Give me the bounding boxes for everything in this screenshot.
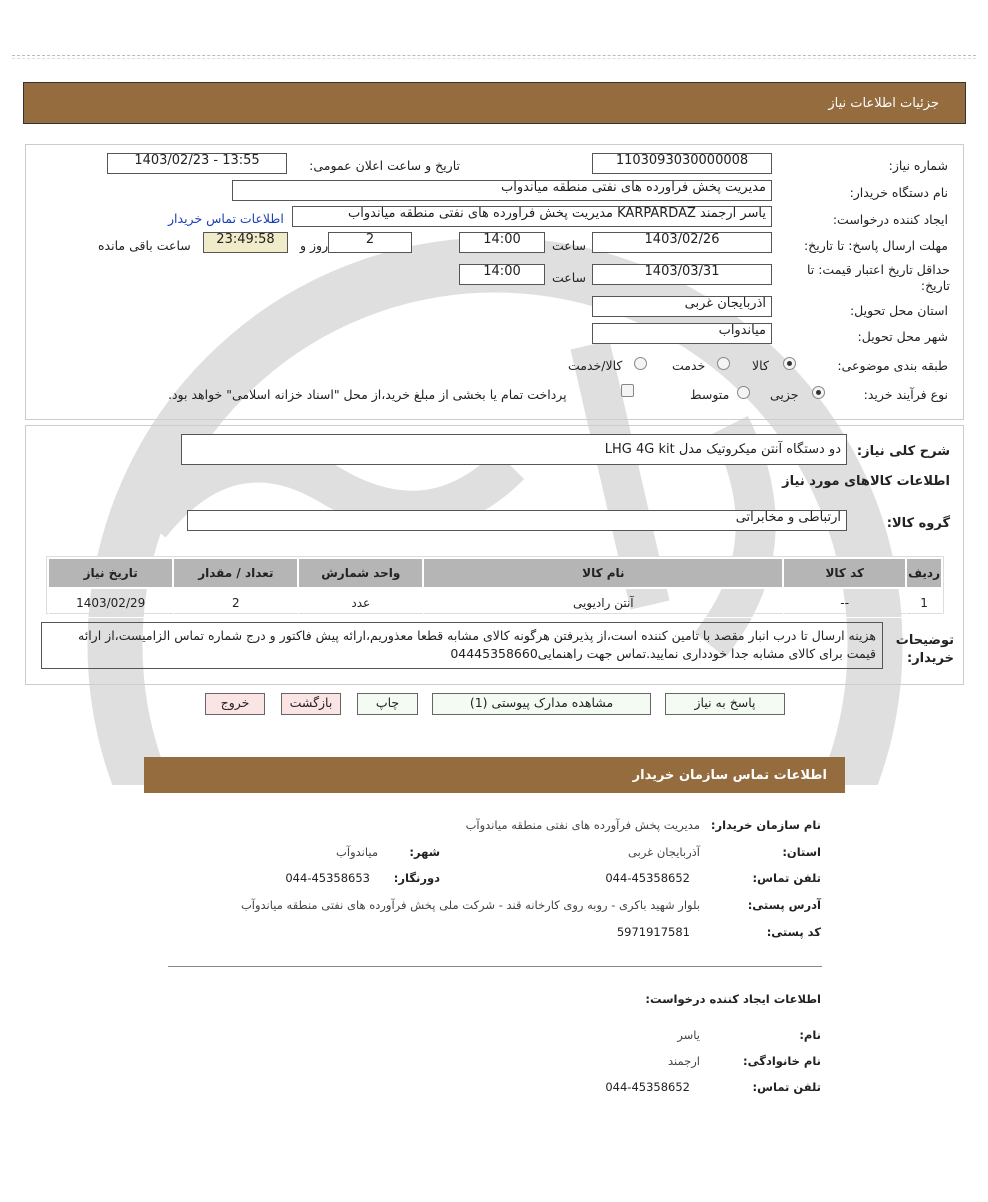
payment-note: پرداخت تمام یا بخشی از مبلغ خرید،از محل "اسناد خزانه اسلامی" خواهد بود. xyxy=(168,387,567,402)
org-label: نام سازمان خریدار: xyxy=(710,818,821,832)
group-label: گروه کالا: xyxy=(886,516,950,531)
contact-title-bar xyxy=(144,757,845,793)
attachments-button[interactable]: مشاهده مدارک پیوستی (1) xyxy=(432,693,651,715)
col-header-quantity: تعداد / مقدار xyxy=(173,558,298,588)
process-label: نوع فرآیند خرید: xyxy=(863,387,948,402)
contact-fax-label: دورنگار: xyxy=(393,871,440,885)
top-divider xyxy=(12,55,976,56)
announce-field: 1403/02/23 - 13:55 xyxy=(107,153,287,174)
deadline-date-field: 1403/02/26 xyxy=(592,232,772,253)
print-button[interactable]: چاپ xyxy=(357,693,418,715)
city-field: میاندواب xyxy=(592,323,772,344)
validity-label: حداقل تاریخ اعتبار قیمت: تا تاریخ: xyxy=(806,262,950,293)
exit-button[interactable]: خروج xyxy=(205,693,265,715)
category-radio-service[interactable] xyxy=(717,357,730,370)
creator-section-title: اطلاعات ایجاد کننده درخواست: xyxy=(645,992,821,1006)
contact-address-label: آدرس پستی: xyxy=(747,898,821,912)
page-title: جزئیات اطلاعات نیاز xyxy=(828,96,939,111)
contact-postal-label: کد پستی: xyxy=(766,925,821,939)
creator-name-label: نام: xyxy=(799,1028,821,1042)
province-field: آذربایجان غربی xyxy=(592,296,772,317)
need-number-field: 1103093030000008 xyxy=(592,153,772,174)
cell-code: -- xyxy=(783,588,906,618)
creator-name-value: یاسر xyxy=(677,1028,700,1042)
creator-label: ایجاد کننده درخواست: xyxy=(832,212,948,227)
notes-label: توضیحات خریدار: xyxy=(895,633,954,666)
col-header-row-number: ردیف xyxy=(906,558,942,588)
announce-label: تاریخ و ساعت اعلان عمومی: xyxy=(309,158,460,173)
buyer-field: مدیریت پخش فراورده های نفتی منطقه میاندواب xyxy=(232,180,772,201)
contact-city-value: میاندوآب xyxy=(336,845,378,859)
cell-date: 1403/02/29 xyxy=(48,588,173,618)
items-table-header-row xyxy=(48,558,942,588)
deadline-time-label: ساعت xyxy=(552,238,587,253)
category-goods-label: کالا xyxy=(752,358,769,373)
items-table-frame xyxy=(46,556,944,614)
remaining-label: ساعت باقی مانده xyxy=(98,238,191,253)
creator-family-label: نام خانوادگی: xyxy=(743,1054,821,1068)
validity-time-field: 14:00 xyxy=(459,264,545,285)
org-value: مدیریت پخش فرآورده های نفتی منطقه میاندوآب xyxy=(465,818,700,832)
contact-province-value: آذربایجان غربی xyxy=(628,845,700,859)
items-title: اطلاعات کالاهای مورد نیاز xyxy=(782,474,950,489)
buyer-contact-link[interactable]: اطلاعات تماس خریدار xyxy=(168,211,284,226)
process-radio-minor[interactable] xyxy=(812,386,825,399)
category-service-label: خدمت xyxy=(672,358,706,373)
treasury-checkbox[interactable] xyxy=(621,384,634,397)
col-header-name: نام کالا xyxy=(423,558,783,588)
process-radio-medium[interactable] xyxy=(737,386,750,399)
contact-phone-label: تلفن تماس: xyxy=(752,871,821,885)
category-both-label: کالا/خدمت xyxy=(568,358,623,373)
creator-family-value: ارجمند xyxy=(667,1054,700,1068)
contact-city-label: شهر: xyxy=(409,845,440,859)
category-radio-goods[interactable] xyxy=(783,357,796,370)
col-header-unit: واحد شمارش xyxy=(298,558,423,588)
page-title-bar xyxy=(23,82,966,124)
col-header-date: تاریخ نیاز xyxy=(48,558,173,588)
validity-time-label: ساعت xyxy=(552,270,587,285)
category-radio-both[interactable] xyxy=(634,357,647,370)
items-table xyxy=(47,557,943,618)
contact-postal-value: 5971917581 xyxy=(616,925,690,939)
creator-phone-label: تلفن تماس: xyxy=(752,1080,821,1094)
back-button[interactable]: بازگشت xyxy=(281,693,341,715)
cell-quantity: 2 xyxy=(173,588,298,618)
contact-divider xyxy=(168,966,822,967)
notes-field: هزینه ارسال تا درب انبار مقصد با تامین کننده است،از پذیرفتن هرگونه کالای مشابه قطعا معذوریم،ارائه پیش فاکتور و درج شماره تماس الزامیست،از ارائه قیمت برای کالای مشابه جدا خودداری نمایید.تماس جهت راهنمایی04445358660 xyxy=(41,622,883,669)
province-label: استان محل تحویل: xyxy=(849,303,948,318)
cell-name: آنتن رادیویی xyxy=(423,588,783,618)
contact-address-value: بلوار شهید باکری - روبه روی کارخانه قند - شرکت ملی پخش فرآورده های نفتی منطقه میاندوآب xyxy=(240,898,700,912)
remaining-time-field: 23:49:58 xyxy=(203,232,288,253)
top-divider-secondary xyxy=(12,58,976,59)
validity-date-field: 1403/03/31 xyxy=(592,264,772,285)
process-minor-label: جزیی xyxy=(770,387,799,402)
table-row xyxy=(48,588,942,618)
col-header-code: کد کالا xyxy=(783,558,906,588)
contact-title: اطلاعات تماس سازمان خریدار xyxy=(632,768,827,783)
buyer-label: نام دستگاه خریدار: xyxy=(849,185,948,200)
deadline-label: مهلت ارسال پاسخ: تا تاریخ: xyxy=(803,238,948,253)
process-medium-label: متوسط xyxy=(690,387,730,402)
need-number-label: شماره نیاز: xyxy=(888,158,948,173)
days-label: روز و xyxy=(300,238,329,253)
category-label: طبقه بندی موضوعی: xyxy=(837,358,948,373)
creator-field: یاسر ارجمند KARPARDAZ مدیریت پخش فراورده های نفتی منطقه میاندواب xyxy=(292,206,772,227)
summary-label: شرح کلی نیاز: xyxy=(856,444,950,459)
days-field: 2 xyxy=(328,232,412,253)
group-field: ارتباطی و مخابراتی xyxy=(187,510,847,531)
creator-phone-value: 044-45358652 xyxy=(605,1080,690,1094)
reply-button[interactable]: پاسخ به نیاز xyxy=(665,693,785,715)
summary-field: دو دستگاه آنتن میکروتیک مدل LHG 4G kit xyxy=(181,434,847,465)
cell-row-number: 1 xyxy=(906,588,942,618)
cell-unit: عدد xyxy=(298,588,423,618)
deadline-time-field: 14:00 xyxy=(459,232,545,253)
contact-phone-value: 044-45358652 xyxy=(605,871,690,885)
city-label: شهر محل تحویل: xyxy=(857,329,948,344)
contact-province-label: استان: xyxy=(782,845,821,859)
contact-fax-value: 044-45358653 xyxy=(285,871,370,885)
